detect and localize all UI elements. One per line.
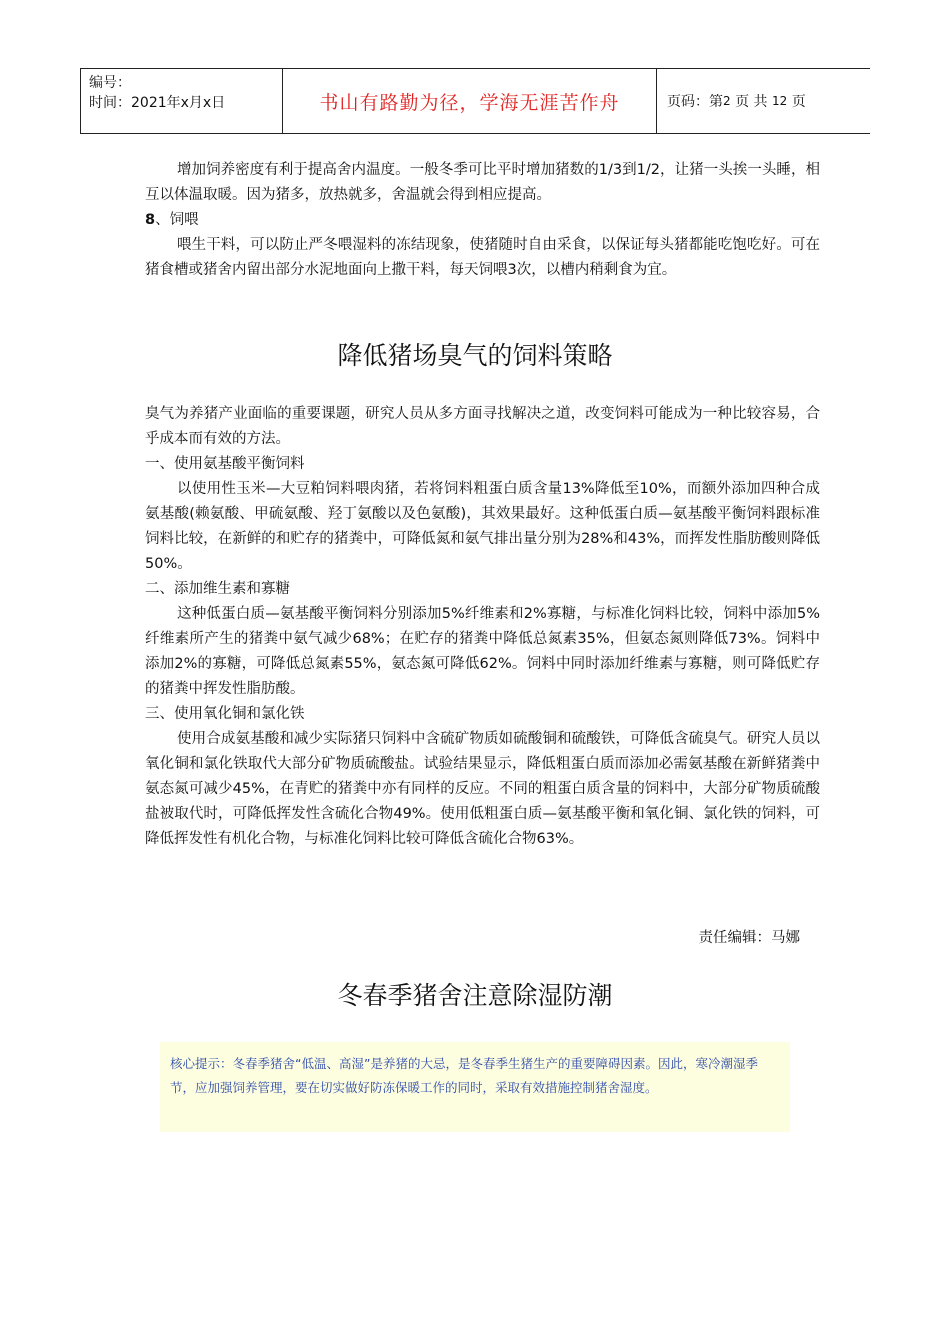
section-heading: 三、使用氧化铜和氯化铁 [145, 706, 305, 722]
page-mid: 页 共 [735, 94, 768, 110]
page-current: 2 [723, 94, 731, 108]
header-table [80, 68, 870, 134]
intro-paragraph: 臭气为养猪产业面临的重要课题，研究人员从多方面寻找解决之道，改变饲料可能成为一种比较容易，合乎成本而有效的方法。 [145, 406, 820, 447]
paragraph: 以使用性玉米—大豆粕饲料喂肉猪，若将饲料粗蛋白质含量13%降低至10%，而额外添加四种合成氨基酸(赖氨酸、甲硫氨酸、羟丁氨酸以及色氨酸)，其效果最好。这种低蛋白质—氨基酸平衡饲料跟标准饲料比较，在新鲜的和贮存的猪粪中，可降低氮和氨气排出量分别为28%和43%，而挥发性脂肪酸则降低50%。 [145, 481, 820, 572]
heading-text: 、饲喂 [155, 212, 199, 228]
page-total: 12 [772, 94, 788, 108]
article-title: 冬春季猪舍注意除湿防潮 [337, 981, 613, 1010]
header-info-cell [81, 69, 283, 133]
motto: 书山有路勤为径，学海无涯苦作舟 [283, 69, 657, 133]
section-heading: 一、使用氨基酸平衡饲料 [145, 456, 305, 472]
paragraph: 增加饲养密度有利于提高舍内温度。一般冬季可比平时增加猪数的1/3到1/2，让猪一头挨一头睡，相互以体温取暖。因为猪多，放热就多，舍温就会得到相应提高。 [145, 162, 820, 203]
paragraph: 这种低蛋白质—氨基酸平衡饲料分别添加5%纤维素和2%寡糖，与标准化饲料比较，饲料中添加5%纤维素所产生的猪粪中氨气减少68%；在贮存的猪粪中降低总氮素35%，但氨态氮则降低73%。饲料中添加2%的寡糖，可降低总氮素55%，氨态氮可降低62%。饲料中同时添加纤维素与寡糖，则可降低贮存的猪粪中挥发性脂肪酸。 [145, 606, 820, 697]
section-heading: 二、添加维生素和寡糖 [145, 581, 290, 597]
editor-credit: 责任编辑：马娜 [698, 930, 800, 946]
article-title: 降低猪场臭气的饲料策略 [337, 341, 613, 370]
section-heading [145, 208, 820, 233]
page-indicator [657, 69, 870, 133]
heading-number: 8 [145, 212, 156, 228]
page-prefix: 页码：第 [667, 94, 723, 110]
page-suffix: 页 [791, 94, 806, 110]
date-label: 时间：2021年x月x日 [89, 95, 226, 111]
paragraph: 使用合成氨基酸和减少实际猪只饲料中含硫矿物质如硫酸铜和硫酸铁，可降低含硫臭气。研究人员以氧化铜和氯化铁取代大部分矿物质硫酸盐。试验结果显示，降低粗蛋白质而添加必需氨基酸在新鲜猪粪中氨态氮可减少45%，在青贮的猪粪中亦有同样的反应。不同的粗蛋白质含量的饲料中，大部分矿物质硫酸盐被取代时，可降低挥发性含硫化合物49%。使用低粗蛋白质—氨基酸平衡和氧化铜、氯化铁的饲料，可降低挥发性有机化合物，与标准化饲料比较可降低含硫化合物63%。 [145, 731, 820, 847]
article2-body [145, 402, 820, 852]
core-tip-box: 核心提示：冬春季猪舍“低温、高湿”是养猪的大忌，是冬春季生猪生产的重要障碍因素。因此，寒冷潮湿季节，应加强饲养管理，要在切实做好防冻保暖工作的同时，采取有效措施控制猪舍湿度。 [160, 1042, 790, 1132]
paragraph: 喂生干料，可以防止严冬喂湿料的冻结现象，使猪随时自由采食，以保证每头猪都能吃饱吃好。可在猪食槽或猪舍内留出部分水泥地面向上撒干料，每天饲喂3次，以槽内稍剩食为宜。 [145, 237, 820, 278]
number-label: 编号： [89, 75, 131, 91]
section1 [145, 158, 820, 283]
